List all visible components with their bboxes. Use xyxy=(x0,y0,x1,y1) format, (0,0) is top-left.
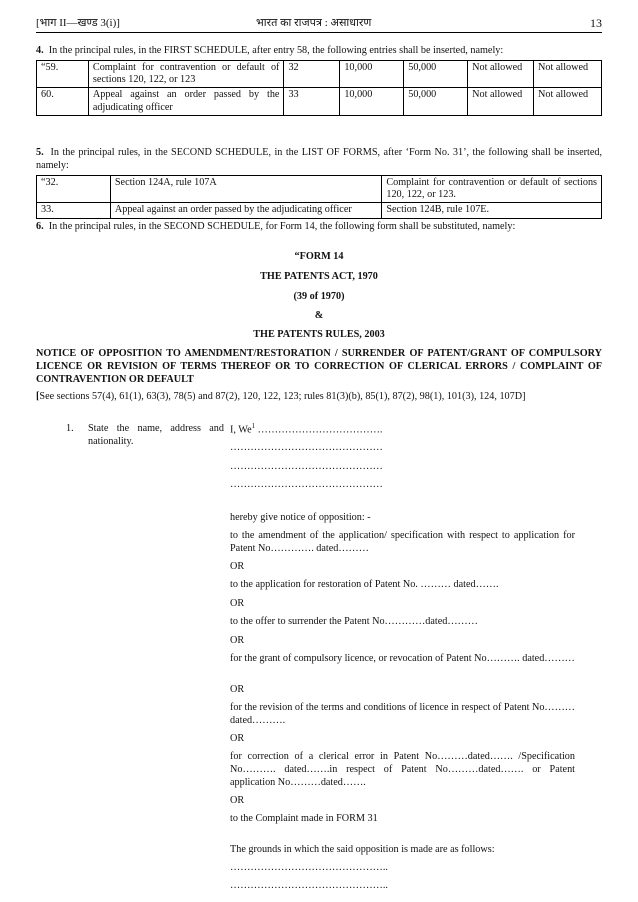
paragraph-5 xyxy=(36,146,602,172)
option-clerical-error: for correction of a clerical error in Patent No………dated……. /Specification No………. dated…….in respect of Patent No………dated……. or Patent application No………dated……. xyxy=(230,751,575,789)
table-cell: 10,000 xyxy=(340,61,404,88)
item-number: 1. xyxy=(66,423,74,434)
table-cell: 60. xyxy=(37,88,89,115)
paragraph-number: 4. xyxy=(36,45,44,56)
we-text: I, We xyxy=(230,424,252,436)
option-compulsory-licence: for the grant of compulsory licence, or revocation of Patent No………. dated……… xyxy=(230,653,575,664)
paragraph-6 xyxy=(36,220,602,233)
ampersand: & xyxy=(314,310,324,321)
table-cell: Complaint for contravention or default of sections 120, 122, or 123 xyxy=(88,61,284,88)
act-title: THE PATENTS ACT, 1970 xyxy=(260,271,378,282)
sections-text: See sections 57(4), 61(1), 63(3), 78(5) and 87(2), 120, 122, 123; rules 81(3)(b), 85(1), 87(2), 98(1), 101(3), 124, 107D] xyxy=(39,391,526,402)
or-label: OR xyxy=(230,733,245,744)
page-header xyxy=(36,16,602,33)
or-label: OR xyxy=(230,561,245,572)
paragraph-number: 5. xyxy=(36,147,44,158)
or-label: OR xyxy=(230,635,245,646)
act-number: (39 of 1970) xyxy=(293,291,345,302)
form-title: “FORM 14 xyxy=(294,251,344,262)
option-revision: for the revision of the terms and conditions of licence in respect of Patent No………dated………. xyxy=(230,702,575,727)
paragraph-text: In the principal rules, in the FIRST SCHEDULE, after entry 58, the following entries shall be inserted, namely: xyxy=(48,45,504,56)
header-gazette-title: भारत का राजपत्र : असाधारण xyxy=(256,17,372,29)
option-complaint: to the Complaint made in FORM 31 xyxy=(230,813,378,824)
table-cell: Appeal against an order passed by the adjudicating officer xyxy=(88,88,284,115)
paragraph-text: In the principal rules, in the SECOND SCHEDULE, for Form 14, the following form shall be substituted, namely: xyxy=(48,221,516,232)
table-cell: Not allowed xyxy=(468,88,534,115)
table-cell: Not allowed xyxy=(534,61,602,88)
list-of-forms-table xyxy=(36,175,602,219)
option-surrender: to the offer to surrender the Patent No…………dated……… xyxy=(230,616,478,627)
table-cell: Not allowed xyxy=(468,61,534,88)
table-cell: Not allowed xyxy=(534,88,602,115)
or-label: OR xyxy=(230,684,245,695)
blank-line: ……………………………………….. xyxy=(230,862,388,873)
table-cell: “32. xyxy=(37,176,111,203)
table-cell: 50,000 xyxy=(404,61,468,88)
table-cell: Section 124B, rule 107E. xyxy=(382,203,602,218)
or-label: OR xyxy=(230,598,245,609)
item-label: State the name, address and nationality. xyxy=(88,423,224,448)
table-row xyxy=(37,176,602,203)
footnote-marker: 1 xyxy=(251,422,256,430)
table-row xyxy=(37,88,602,115)
name-line xyxy=(230,422,575,436)
table-row xyxy=(37,203,602,218)
table-cell: 10,000 xyxy=(340,88,404,115)
notice-heading: NOTICE OF OPPOSITION TO AMENDMENT/RESTORATION / SURRENDER OF PATENT/GRANT OF COMPULSORY LICENCE OR REVISION OF TERMS THEREOF OR TO CORRECTION OF CLERICAL ERRORS / COMPLAINT OF CONTRAVENTION OR DEFAULT xyxy=(36,348,602,386)
table-cell: 32 xyxy=(284,61,340,88)
paragraph-4 xyxy=(36,44,602,57)
table-cell: Appeal against an order passed by the adjudicating officer xyxy=(110,203,381,218)
rules-title: THE PATENTS RULES, 2003 xyxy=(253,329,385,340)
grounds-text: The grounds in which the said opposition is made are as follows: xyxy=(230,844,495,855)
paragraph-number: 6. xyxy=(36,221,44,232)
option-amendment: to the amendment of the application/ specification with respect to application for Patent No…………. dated……… xyxy=(230,530,575,555)
or-label: OR xyxy=(230,795,245,806)
option-restoration: to the application for restoration of Patent No. ……… dated……. xyxy=(230,579,499,590)
bracket: [ xyxy=(36,391,40,402)
blank-line: ……………………………………… xyxy=(230,479,383,490)
blank-line: ……………………………………… xyxy=(230,461,383,472)
blank-line: ……………………………………… xyxy=(230,442,383,453)
header-part-label: [भाग II—खण्ड 3(i)] xyxy=(36,17,120,29)
blank-line: ……………………………………….. xyxy=(230,880,388,891)
table-cell: 33 xyxy=(284,88,340,115)
table-cell: 33. xyxy=(37,203,111,218)
table-cell: “59. xyxy=(37,61,89,88)
table-cell: Complaint for contravention or default of sections 120, 122, or 123. xyxy=(382,176,602,203)
first-schedule-table xyxy=(36,60,602,116)
table-cell: 50,000 xyxy=(404,88,468,115)
table-cell: Section 124A, rule 107A xyxy=(110,176,381,203)
blank-dots: ………………………………. xyxy=(255,424,383,436)
hereby-text: hereby give notice of opposition: - xyxy=(230,512,371,523)
paragraph-text: In the principal rules, in the SECOND SCHEDULE, in the LIST OF FORMS, after ‘Form No. 31’, the following shall be inserted, namely: xyxy=(36,147,602,172)
page-number: 13 xyxy=(590,16,602,30)
sections-reference xyxy=(36,390,602,403)
table-row xyxy=(37,61,602,88)
